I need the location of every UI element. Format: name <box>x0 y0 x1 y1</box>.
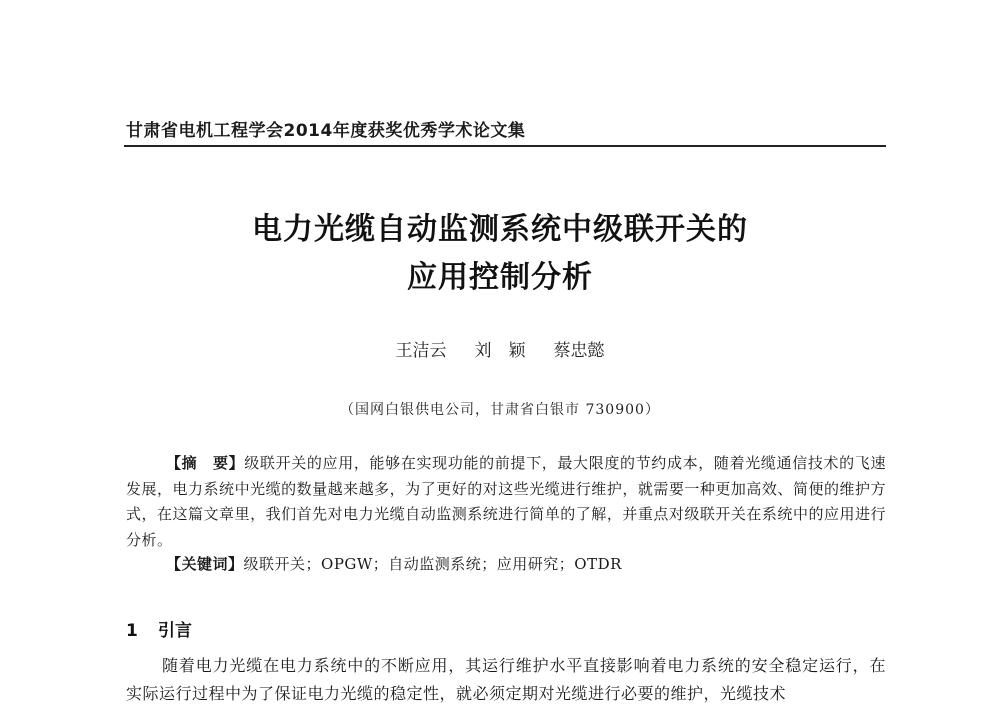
section-heading <box>126 616 192 641</box>
section-number: 1 <box>126 621 138 641</box>
section-title: 引言 <box>158 621 192 641</box>
abstract-label: 【摘 要】 <box>166 454 245 472</box>
author-name: 蔡忠懿 <box>553 341 605 361</box>
abstract-paragraph <box>126 451 886 553</box>
paper-title-line-1: 电力光缆自动监测系统中级联开关的 <box>252 212 748 247</box>
author-name: 刘 颖 <box>474 341 526 361</box>
body-paragraph: 随着电力光缆在电力系统中的不断应用，其运行维护水平直接影响着电力系统的安全稳定运行，在实际运行过程中为了保证电力光缆的稳定性，就必须定期对光缆进行必要的维护，光缆技术 <box>126 656 886 703</box>
header-rule <box>124 145 886 147</box>
keywords-line <box>166 553 622 574</box>
affiliation: （国网白银供电公司，甘肃省白银市 730900） <box>340 402 660 418</box>
author-name: 王洁云 <box>395 341 447 361</box>
paper-title-line-2: 应用控制分析 <box>407 260 593 295</box>
running-head: 甘肃省电机工程学会2014年度获奖优秀学术论文集 <box>126 121 526 141</box>
keywords-label: 【关键词】 <box>166 555 244 573</box>
abstract-text: 级联开关的应用，能够在实现功能的前提下，最大限度的节约成本，随着光缆通信技术的飞速发展，电力系统中光缆的数量越来越多，为了更好的对这些光缆进行维护，就需要一种更加高效、简便的维护方式，在这篇文章里，我们首先对电力光缆自动监测系统进行简单的了解，并重点对级联开关在系统中的应用进行分析。 <box>126 454 886 549</box>
keywords-text: 级联开关；OPGW；自动监测系统；应用研究；OTDR <box>243 555 622 573</box>
author-list <box>0 336 1000 361</box>
